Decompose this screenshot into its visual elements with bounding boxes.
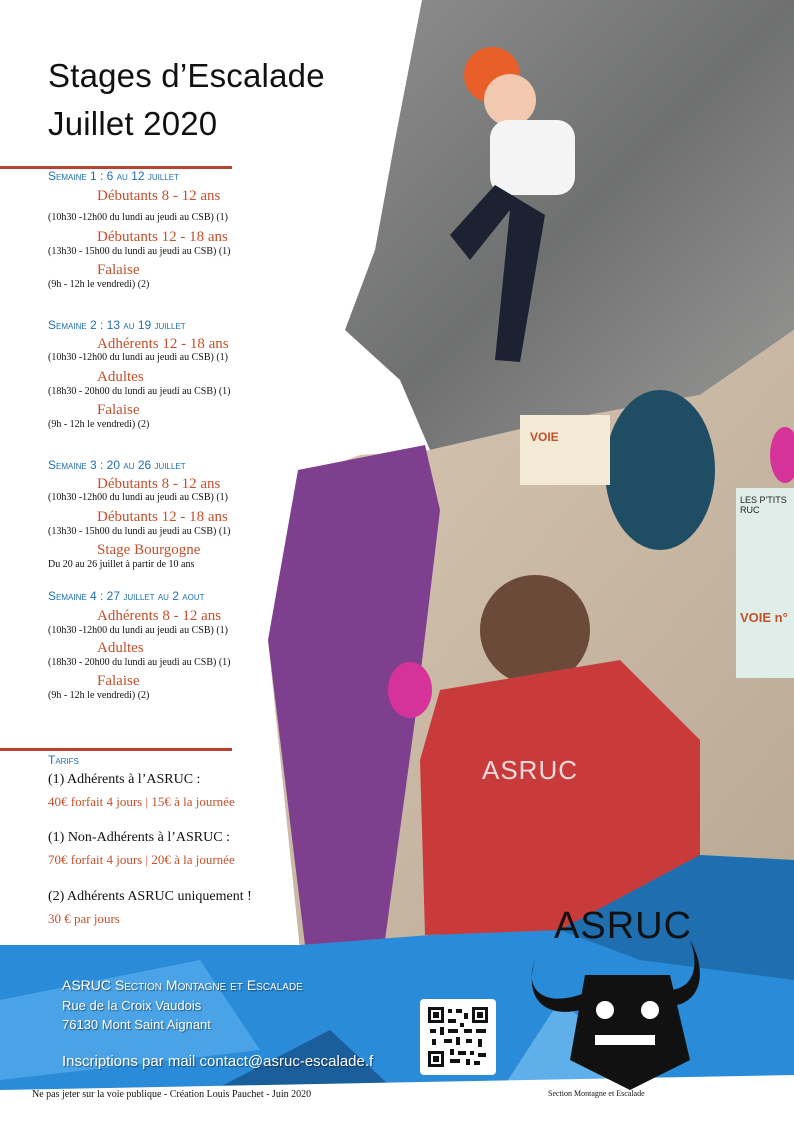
stage-name: Débutants 8 - 12 ans [97,476,221,492]
stage-detail: (10h30 -12h00 du lundi au jeudi au CSB) (1) [48,352,228,363]
title-line-1: Stages d’Escalade [48,57,325,94]
tarif-price: 30 € par jours [48,911,120,926]
tarif-price: 40€ forfait 4 jours | 15€ à la journée [48,794,235,809]
climber-shirt [490,120,575,195]
stage-detail: (18h30 - 20h00 du lundi au jeudi au CSB) (1) [48,386,231,397]
stage-name: Débutants 12 - 18 ans [97,229,228,245]
stage-name: Falaise [97,262,140,278]
stage-name: Adhérents 8 - 12 ans [97,608,222,624]
footer-address-1: Rue de la Croix Vaudois [62,998,202,1013]
tarif-label: (1) Adhérents à l’ASRUC : [48,772,201,787]
stage-detail: Du 20 au 26 juillet à partir de 10 ans [48,559,195,570]
stage-name: Débutants 8 - 12 ans [97,188,221,204]
stage-detail: (13h30 - 15h00 du lundi au jeudi au CSB) (1) [48,246,231,257]
stage-detail: (18h30 - 20h00 du lundi au jeudi au CSB) (1) [48,657,231,668]
route-sign-text: VOIE [530,430,559,444]
stage-detail: (9h - 12h le vendredi) (2) [48,279,150,290]
voie-sign-text: VOIE n° [740,610,788,625]
logo-subtitle: Section Montagne et Escalade [548,1089,645,1098]
tarif-price: 70€ forfait 4 jours | 20€ à la journée [48,852,235,867]
shirt-text: ASRUC [482,755,579,785]
blue-hold [605,390,715,550]
qr-code-pattern [420,999,496,1075]
stage-detail: (9h - 12h le vendredi) (2) [48,419,150,430]
week-label: Semaine 1 : 6 au 12 juillet [48,169,179,183]
title-line-2: Juillet 2020 [48,105,218,142]
week-label: Semaine 4 : 27 juillet au 2 aout [48,589,205,603]
stage-name: Débutants 12 - 18 ans [97,509,228,525]
stage-name: Adhérents 12 - 18 ans [97,336,229,352]
stage-name: Stage Bourgogne [97,542,201,558]
route-sign-left [520,415,610,485]
stage-detail: (10h30 -12h00 du lundi au jeudi au CSB) (1) [48,212,228,223]
signup-email[interactable]: Inscriptions par mail contact@asruc-escalade.f [62,1053,374,1070]
tarifs-heading: Tarifs [48,753,79,767]
stage-name: Adultes [97,369,144,385]
stage-name: Adultes [97,640,144,656]
page-title [48,52,325,148]
stage-detail: (10h30 -12h00 du lundi au jeudi au CSB) (1) [48,625,228,636]
footer-address-2: 76130 Mont Saint Aignant [62,1017,211,1032]
stage-detail: (9h - 12h le vendredi) (2) [48,690,150,701]
stage-detail: (13h30 - 15h00 du lundi au jeudi au CSB) (1) [48,526,231,537]
route-sign-right [736,488,794,678]
tarif-label: (2) Adhérents ASRUC uniquement ! [48,889,252,904]
qr-code[interactable] [420,999,496,1075]
week-label: Semaine 2 : 13 au 19 juillet [48,318,186,332]
asruc-logo: ASRUC [554,905,693,947]
week-label: Semaine 3 : 20 au 26 juillet [48,458,186,472]
climber-face [484,74,536,126]
tarif-label: (1) Non-Adhérents à l’ASRUC : [48,830,230,845]
legal-notice: Ne pas jeter sur la voie publique - Création Louis Pauchet - Juin 2020 [32,1089,312,1100]
section-divider [0,748,232,751]
stage-name: Falaise [97,673,140,689]
footer-org: ASRUC Section Montagne et Escalade [62,977,303,993]
kids-sign-text: LES P'TITS RUC [740,495,787,515]
stage-detail: (10h30 -12h00 du lundi au jeudi au CSB) (1) [48,492,228,503]
pink-hold [388,662,432,718]
stage-name: Falaise [97,402,140,418]
